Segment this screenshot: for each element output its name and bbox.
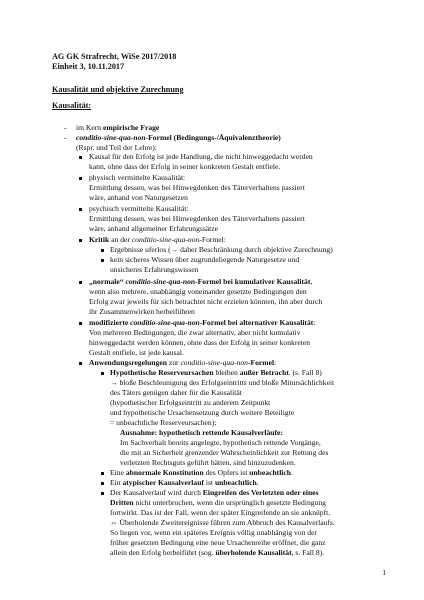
bullet-marker <box>79 239 82 242</box>
square-marker <box>101 259 104 262</box>
bullet-marker <box>79 281 82 284</box>
text: Ein <box>110 478 123 487</box>
text: wenn also mehrere, unabhängig voneinander gesetzte Bedingungen den <box>89 287 307 296</box>
text: = unbeachtliche Reserveursachen); <box>110 418 217 427</box>
text: : <box>274 358 277 367</box>
square-marker <box>101 372 104 375</box>
bullet-marker <box>79 208 82 211</box>
text <box>89 277 312 287</box>
session-date: Einheit 3, 10.11.2017 <box>52 62 125 71</box>
text: ⇔ Überholende Zweitereignisse führen zum Abbruch des Kausalverlaufs. <box>110 518 335 527</box>
text: . <box>256 478 259 487</box>
text <box>110 488 319 498</box>
bullet-marker <box>79 156 82 159</box>
text: conditio-sine-qua-non <box>180 358 248 367</box>
text: überholende Kausalität <box>215 548 292 557</box>
text: Ausnahme: hypothetisch rettende Kausalverläufe: <box>120 428 283 437</box>
text: (Rspr. und Teil der Lehre): <box>76 143 157 152</box>
text: außer Betracht <box>239 368 289 377</box>
text: -Formel <box>247 358 275 367</box>
text: (hypothetischer Erfolgseintritt zu anderem Zeitpunkt <box>110 398 271 407</box>
text: im Kern <box>76 123 103 132</box>
text: bleiben <box>213 368 240 377</box>
text: conditio-sine-qua-non <box>125 277 196 286</box>
square-marker <box>101 249 104 252</box>
text: wäre, anhand allgemeiner Erfahrungssätze <box>89 224 219 233</box>
text: -Formel (Bedingungs-/Äquivalenztheorie) <box>145 133 281 142</box>
text: an der <box>109 235 132 244</box>
text: Ermittlung dessen, was bei Hinwegdenken des Täterverhaltens passiert <box>89 183 305 192</box>
subsection-title: Kausalität: <box>52 101 92 110</box>
text: Dritten <box>110 498 134 507</box>
text: -Formel bei kumulativer Kausalität <box>195 277 311 286</box>
text: atypischer Kausalverlauf <box>122 478 204 487</box>
text: , <box>310 277 313 286</box>
text: physisch vermittelte Kausalität: <box>89 173 186 182</box>
text: conditio-sine-qua-non <box>130 318 200 327</box>
text: die mit an Sicherheit grenzender Wahrscheinlichkeit zur Rettung des <box>120 448 329 457</box>
text: → bloße Beschleunigung des Erfolgseintritts und bloße Mitursächlichkeit <box>110 378 335 387</box>
text: früher gesetzten Bedingung eine neue Ursachenreihe eröffnet, die ganz <box>110 538 326 547</box>
text <box>110 478 259 488</box>
text <box>89 235 226 245</box>
text: psychisch vermittelte Kausalität: <box>89 204 189 213</box>
text: . <box>291 468 293 477</box>
text <box>110 368 322 378</box>
text: hinweggedacht werden können, ohne dass der Erfolg in seiner konkreten <box>89 338 310 347</box>
text: Ermittlung dessen, was bei Hinwegdenken des Täterverhaltens passiert <box>89 214 305 223</box>
text: : <box>313 318 316 327</box>
text: kein sicheres Wissen über zugrundeliegende Naturgesetze und <box>110 255 300 264</box>
text: Im Sachverhalt bereits angelegte, hypothetisch rettende Vorgänge, <box>120 438 321 447</box>
text: kann, ohne dass der Erfolg in seiner konkreten Gestalt entfiele. <box>89 162 281 171</box>
list-item <box>76 123 159 133</box>
text: des Täters genügen daher für die Kausalität <box>110 388 242 397</box>
text: Hypothetische Reserveursachen <box>110 368 214 377</box>
square-marker <box>101 492 104 495</box>
text: Der Kausalverlauf wird durch <box>110 488 203 497</box>
text: -Formel bei alternativer Kausalität <box>199 318 314 327</box>
text: -Formel: <box>199 235 226 244</box>
text: Eine <box>110 468 126 477</box>
text: Gestalt entfiele, ist jede kausal. <box>89 348 184 357</box>
list-item <box>76 133 281 143</box>
text: ihr Zusammenwirken herbeiführen <box>89 307 195 316</box>
text: verletzten Rechtsguts geführt hätten, sind hinzuzudenken. <box>120 458 296 467</box>
text: ist <box>203 478 215 487</box>
text: Erfolg zwar jeweils für sich betrachtet nicht erzielen könnten, ihn aber durch <box>89 297 323 306</box>
text: Ergebnisse uferlos (→ daher Beschränkung durch objektive Zurechnung) <box>110 245 333 254</box>
text: Kausal für den Erfolg ist jede Handlung, die nicht hinweggedacht werden <box>89 152 313 161</box>
text: wäre, anhand von Naturgesetzen <box>89 193 188 202</box>
bullet-marker <box>79 177 82 180</box>
text: . (s. Fall 8) <box>288 368 322 377</box>
text: modifizierte <box>89 318 131 327</box>
dash-marker: - <box>64 133 67 142</box>
text: Von mehreren Bedingungen, die zwar alternativ, aber nicht kumulativ <box>89 328 301 337</box>
text <box>110 468 293 478</box>
course-title: AG GK Strafrecht, WiSe 2017/2018 <box>52 52 177 61</box>
text: empirische Frage <box>103 123 160 132</box>
text: Kritik <box>89 235 110 244</box>
text: unbeachtlich <box>214 478 257 487</box>
text: conditio-sine-qua-non <box>131 235 200 244</box>
text: „normale“ <box>89 277 126 286</box>
text: Eingreifen des Verletzten oder eines <box>202 488 319 497</box>
text: des Opfers ist <box>203 468 250 477</box>
text: So liegen vor, wenn ein späteres Ereignis völlig unabhängig von der <box>110 528 317 537</box>
text: unbeachtlich <box>249 468 292 477</box>
text: abnormale Konstitution <box>125 468 204 477</box>
text <box>89 318 315 328</box>
text: unsicheres Erfahrungswissen <box>110 265 199 274</box>
section-title: Kausalität und objektive Zurechnung <box>52 85 184 94</box>
bullet-marker <box>79 322 82 325</box>
text: , s. Fall 8). <box>291 548 325 557</box>
square-marker <box>101 472 104 475</box>
text: und hypothetische Ursachensetzung durch weitere Beteiligte <box>110 408 295 417</box>
text <box>110 498 326 508</box>
text: Anwendungsregelungen <box>89 358 167 367</box>
square-marker <box>101 482 104 485</box>
dash-marker: - <box>64 123 67 132</box>
text: zur <box>166 358 181 367</box>
text: nicht unterbrochen, wenn die ursprünglich gesetzte Bedingung <box>133 498 326 507</box>
text: allein den Erfolg herbeiführt (sog. <box>110 548 216 557</box>
text <box>110 548 324 558</box>
text <box>89 358 276 368</box>
bullet-marker <box>79 362 82 365</box>
text: fortwirkt. Das ist der Fall, wenn der später Eingreifende an sie anknüpft. <box>110 508 331 517</box>
text: conditio-sine-qua-non <box>76 133 146 142</box>
page-number: 1 <box>382 568 386 577</box>
